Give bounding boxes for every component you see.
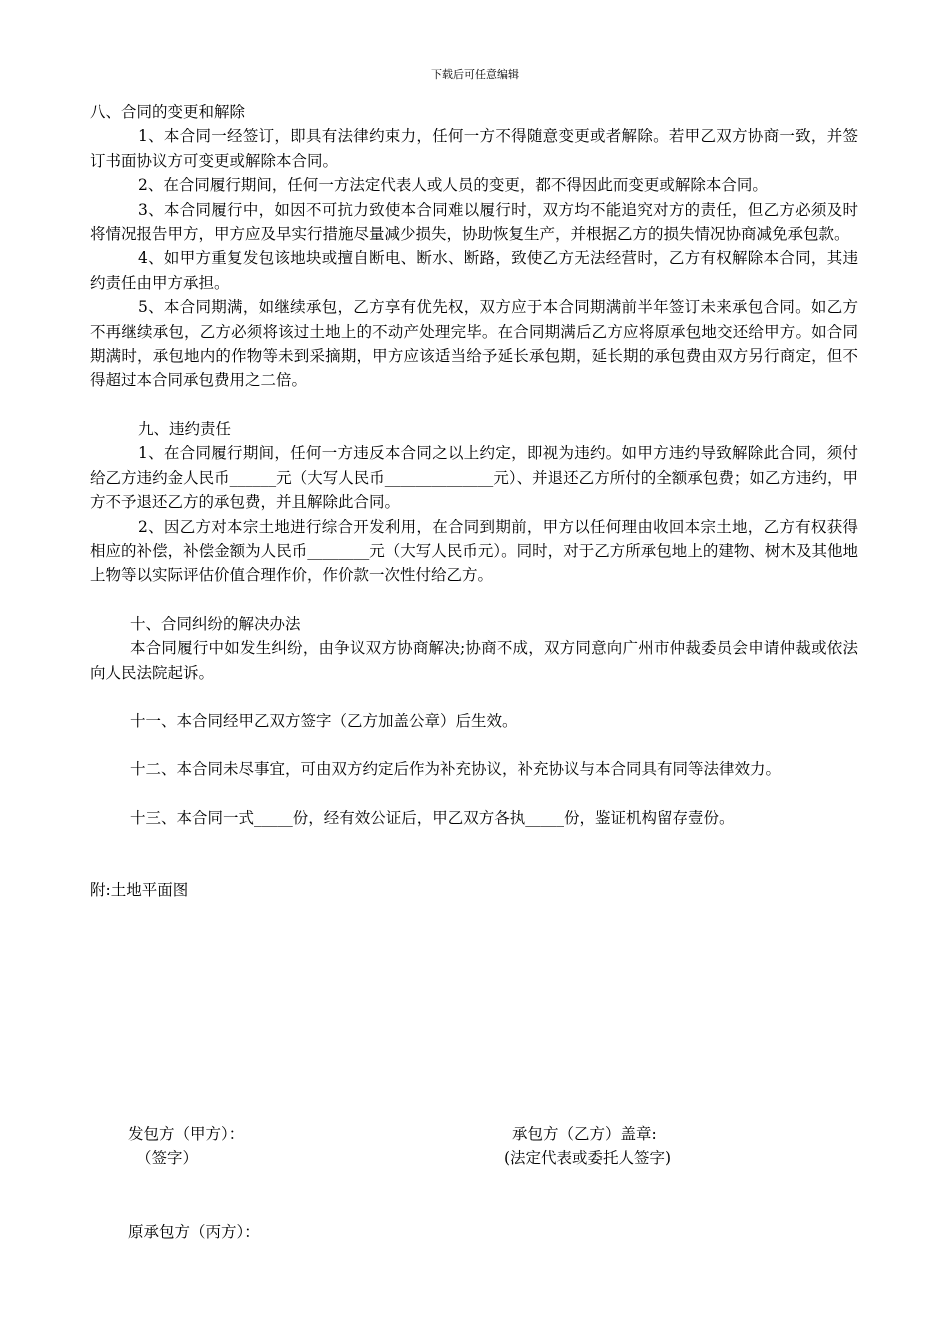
section-9-clause-1: 1、在合同履行期间，任何一方违反本合同之以上约定，即视为违约。如甲方违约导致解除此合同，须付给乙方违约金人民币______元（大写人民币______________元）、并退还乙方所付的全额承包费；如乙方违约，甲方不予退还乙方的承包费，并且解除此合同。 [90, 444, 858, 512]
section-8-clause-4: 4、如甲方重复发包该地块或擅自断电、断水、断路，致使乙方无法经营时，乙方有权解除本合同，其违约责任由甲方承担。 [90, 249, 858, 292]
party-a-sign-note: （签字） [136, 1149, 199, 1167]
section-13: 十三、本合同一式_____份，经有效公证后，甲乙双方各执_____份，鉴证机构留存壹份。 [130, 808, 735, 827]
section-8-clause-5: 5、本合同期满，如继续承包，乙方享有优先权，双方应于本合同期满前半年签订未来承包合同。如乙方不再继续承包，乙方必须将该过土地上的不动产处理完毕。在合同期满后乙方应将原承包地交还给甲方。如合同期满时，承包地内的作物等未到采摘期，甲方应该适当给予延长承包期，延长期的承包费由双方另行商定，但不得超过本合同承包费用之二倍。 [90, 298, 858, 390]
section-9-clause-2: 2、因乙方对本宗土地进行综合开发利用，在合同到期前，甲方以任何理由收回本宗土地，乙方有权获得相应的补偿，补偿金额为人民币________元（大写人民币元）。同时，对于乙方所承包地上的建物、树木及其他地上物等以实际评估价值合理作价，作价款一次性付给乙方。 [90, 517, 858, 585]
section-11: 十一、本合同经甲乙双方签字（乙方加盖公章）后生效。 [130, 711, 518, 730]
party-a-label: 发包方（甲方）： [128, 1125, 245, 1143]
section-8-clause-1: 1、本合同一经签订，即具有法律约束力，任何一方不得随意变更或者解除。若甲乙双方协商一致，并签订书面协议方可变更或解除本合同。 [90, 127, 858, 170]
section-10-clause: 本合同履行中如发生纠纷，由争议双方协商解决;协商不成，双方同意向广州市仲裁委员会申请仲裁或依法向人民法院起诉。 [90, 639, 858, 682]
section-8-clause-3: 3、本合同履行中，如因不可抗力致使本合同难以履行时，双方均不能追究对方的责任，但乙方必须及时将情况报告甲方，甲方应及早实行措施尽量减少损失，协助恢复生产，并根据乙方的损失情况协商减免承包款。 [90, 200, 858, 244]
party-b-sign-note: (法定代表或委托人签字) [504, 1149, 672, 1167]
section-9-title: 九、违约责任 [138, 419, 232, 438]
section-8-title: 八、合同的变更和解除 [90, 103, 246, 121]
section-10-title: 十、合同纠纷的解决办法 [130, 614, 301, 633]
section-12: 十二、本合同未尽事宜，可由双方约定后作为补充协议，补充协议与本合同具有同等法律效力。 [130, 760, 782, 779]
page-header: 下载后可任意编辑 [431, 68, 519, 81]
party-c-label: 原承包方（丙方）： [128, 1223, 260, 1241]
party-b-label: 承包方（乙方）盖章: [512, 1125, 657, 1143]
attachment-note: 附:土地平面图 [90, 881, 189, 900]
section-8-clause-2: 2、在合同履行期间，任何一方法定代表人或人员的变更，都不得因此而变更或解除本合同。 [138, 176, 768, 195]
contract-body [90, 100, 858, 903]
